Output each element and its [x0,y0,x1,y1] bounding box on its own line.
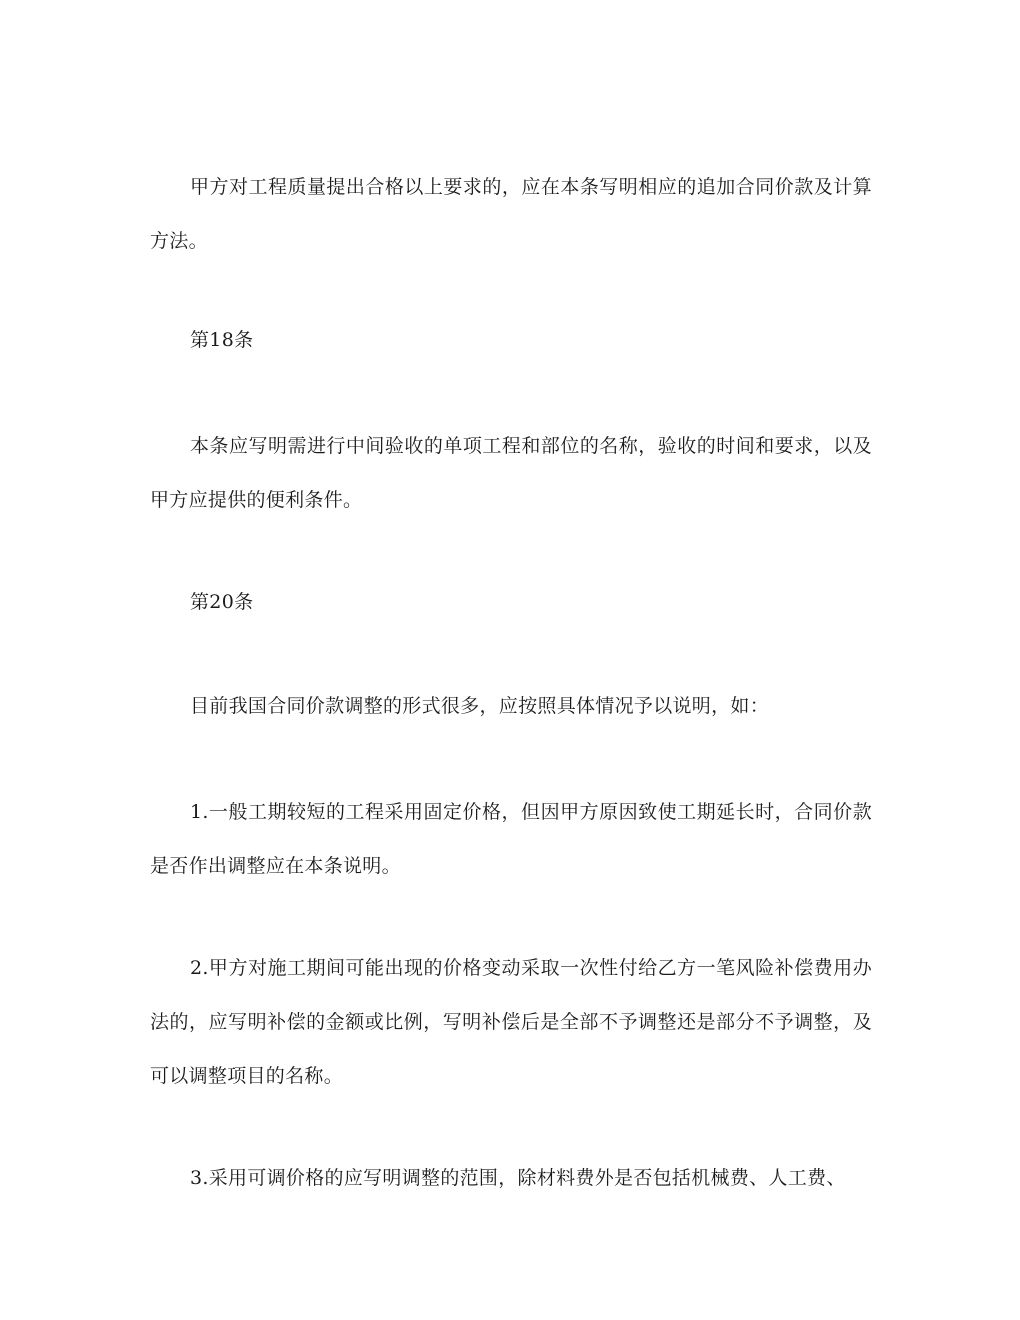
paragraph-intermediate-acceptance: 本条应写明需进行中间验收的单项工程和部位的名称，验收的时间和要求，以及甲方应提供的便利条件。 [150,435,872,511]
list-item-2: 2.甲方对施工期间可能出现的价格变动采取一次性付给乙方一笔风险补偿费用办法的，应写明补偿的金额或比例，写明补偿后是全部不予调整还是部分不予调整，及可以调整项目的名称。 [150,957,872,1087]
article-18-heading: 第18条 [190,329,254,351]
paragraph-quality-pricing: 甲方对工程质量提出合格以上要求的，应在本条写明相应的追加合同价款及计算方法。 [150,176,872,252]
paragraph-price-adjustment-intro: 目前我国合同价款调整的形式很多，应按照具体情况予以说明，如： [190,695,770,717]
list-item-1: 1.一般工期较短的工程采用固定价格，但因甲方原因致使工期延长时，合同价款是否作出调整应在本条说明。 [150,801,872,877]
list-item-3: 3.采用可调价格的应写明调整的范围，除材料费外是否包括机械费、人工费、 [190,1167,846,1189]
article-20-heading: 第20条 [190,591,254,613]
